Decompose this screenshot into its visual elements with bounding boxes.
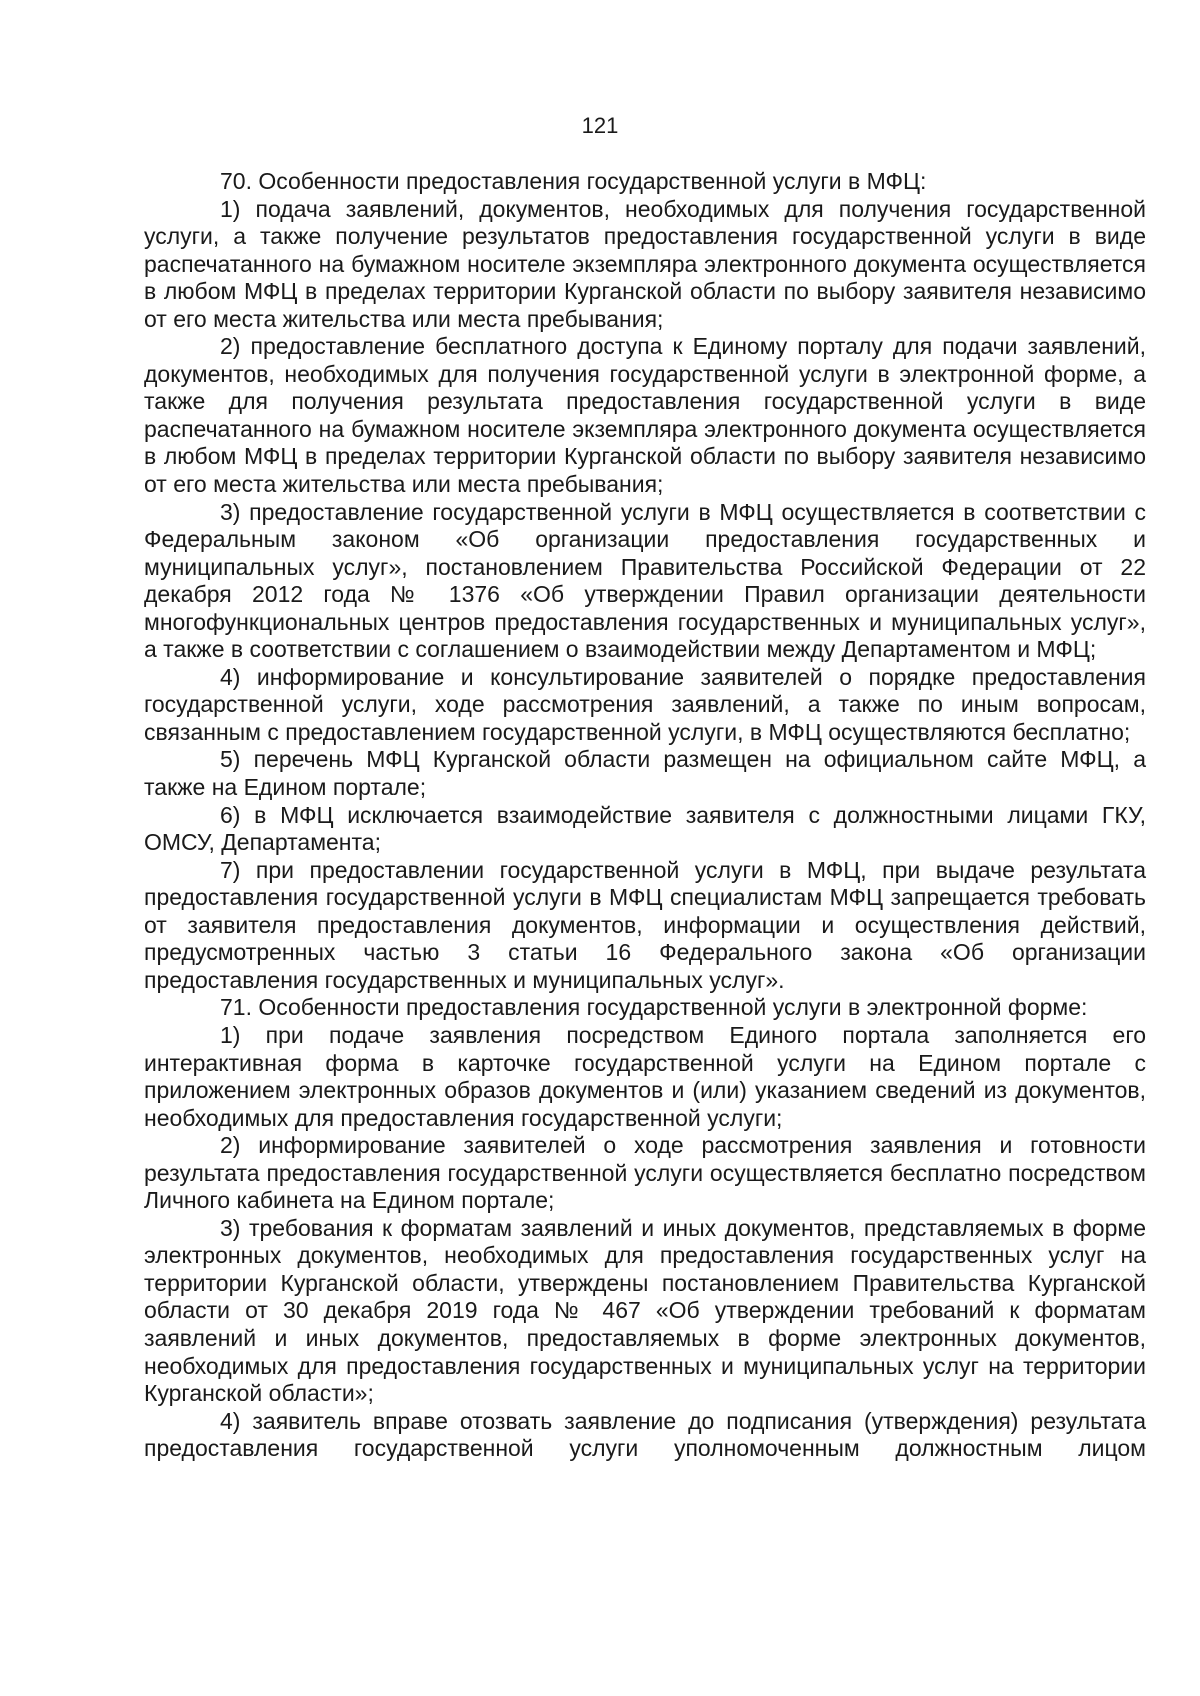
section-71-item-4: 4) заявитель вправе отозвать заявление до подписания (утверждения) результата предоставления государственной услуги уполномоченным должностным лицом	[144, 1407, 1146, 1462]
section-71-heading: 71. Особенности предоставления государственной услуги в электронной форме:	[220, 994, 1088, 1021]
section-70-item-3: 3) предоставление государственной услуги в МФЦ осуществляется в соответствии с Федеральным законом «Об организации предоставления государственных и муниципальных услуг», постановлением Правительства Российской Федерации от 22 декабря 2012 года № 1376 «Об утверждении Правил организации деятельности многофункциональных центров предоставления государственных и муниципальных услуг», а также в соответствии с соглашением о взаимодействии между Департаментом и МФЦ;	[144, 498, 1146, 663]
section-70-item-7: 7) при предоставлении государственной услуги в МФЦ, при выдаче результата предоставления государственной услуги в МФЦ специалистам МФЦ запрещается требовать от заявителя предоставления документов, информации и осуществления действий, предусмотренных частью 3 статьи 16 Федерального закона «Об организации предоставления государственных и муниципальных услуг».	[144, 856, 1146, 993]
document-body	[144, 168, 1146, 1463]
section-71-item-2: 2) информирование заявителей о ходе рассмотрения заявления и готовности результата предоставления государственной услуги осуществляется бесплатно посредством Личного кабинета на Едином портале;	[144, 1132, 1146, 1214]
page-number: 121	[581, 113, 619, 138]
section-70-item-4: 4) информирование и консультирование заявителей о порядке предоставления государственной услуги, ходе рассмотрения заявлений, а также по иным вопросам, связанным с предоставлением государственной услуги, в МФЦ осуществляются бесплатно;	[144, 663, 1146, 745]
section-70-item-6: 6) в МФЦ исключается взаимодействие заявителя с должностными лицами ГКУ, ОМСУ, Департамента;	[144, 801, 1146, 856]
section-70-item-2: 2) предоставление бесплатного доступа к Единому порталу для подачи заявлений, документов, необходимых для получения государственной услуги в электронной форме, а также для получения результата предоставления государственной услуги в виде распечатанного на бумажном носителе экземпляра электронного документа осуществляется в любом МФЦ в пределах территории Курганской области по выбору заявителя независимо от его места жительства или места пребывания;	[144, 333, 1146, 498]
section-70-heading: 70. Особенности предоставления государственной услуги в МФЦ:	[220, 168, 927, 194]
section-71-item-1: 1) при подаче заявления посредством Единого портала заполняется его интерактивная форма в карточке государственной услуги на Едином портале с приложением электронных образов документов и (или) указанием сведений из документов, необходимых для предоставления государственной услуги;	[144, 1021, 1146, 1131]
section-71-item-3: 3) требования к форматам заявлений и иных документов, представляемых в форме электронных документов, необходимых для предоставления государственных услуг на территории Курганской области, утверждены постановлением Правительства Курганской области от 30 декабря 2019 года № 467 «Об утверждении требований к форматам заявлений и иных документов, предоставляемых в форме электронных документов, необходимых для предоставления государственных и муниципальных услуг на территории Курганской области»;	[144, 1214, 1146, 1407]
section-70-item-5: 5) перечень МФЦ Курганской области размещен на официальном сайте МФЦ, а также на Едином портале;	[144, 746, 1146, 801]
section-70-item-1: 1) подача заявлений, документов, необходимых для получения государственной услуги, а также получение результатов предоставления государственной услуги в виде распечатанного на бумажном носителе экземпляра электронного документа осуществляется в любом МФЦ в пределах территории Курганской области по выбору заявителя независимо от его места жительства или места пребывания;	[144, 195, 1146, 332]
